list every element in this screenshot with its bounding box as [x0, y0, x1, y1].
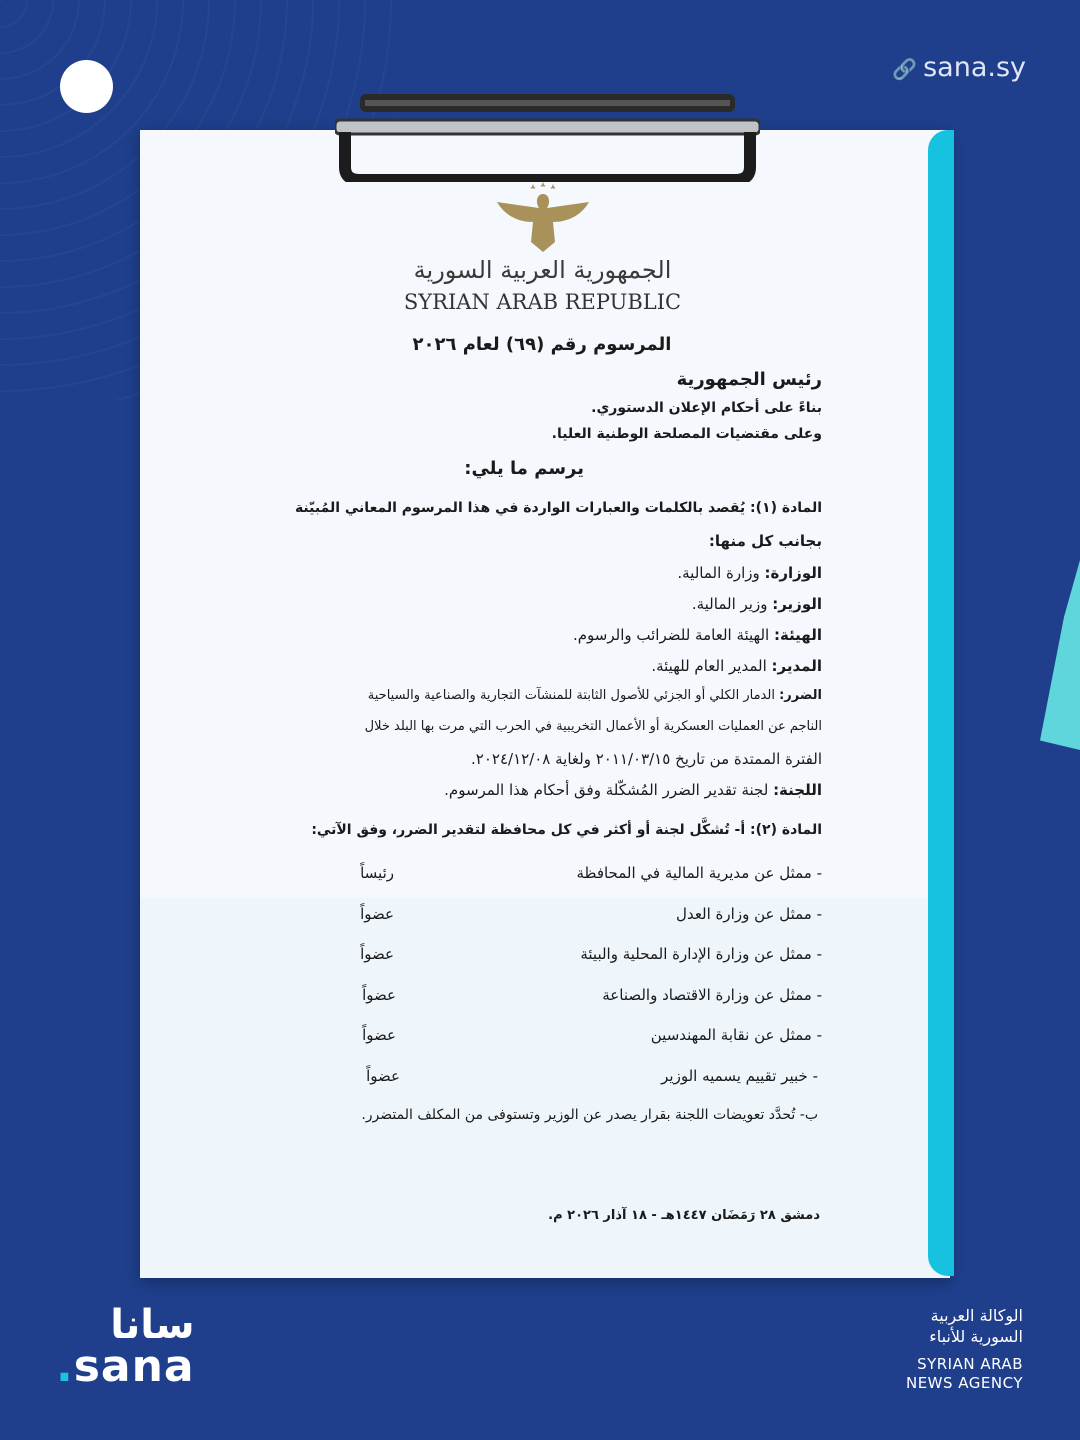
- logo-arabic: سانا: [110, 1302, 195, 1348]
- definition-row: [160, 626, 822, 645]
- decorative-dot: [60, 60, 113, 113]
- member-role: رئيساً: [360, 864, 394, 882]
- syrian-eagle-emblem: [497, 182, 589, 254]
- member-role: عضواً: [360, 945, 394, 963]
- member-role: عضواً: [360, 905, 394, 923]
- definition-text: الهيئة العامة للضرائب والرسوم.: [573, 626, 774, 644]
- site-link[interactable]: [892, 52, 1026, 83]
- definition-term: الوزارة:: [764, 564, 822, 582]
- definition-row: [160, 750, 822, 769]
- definition-text: المدير العام للهيئة.: [651, 657, 772, 675]
- date-line: دمشق ٢٨ رَمَضَان ١٤٤٧هـ - ١٨ آذار ٢٠٢٦ م.: [548, 1208, 820, 1223]
- definition-row: [160, 564, 822, 583]
- member-name: - ممثل عن وزارة العدل: [676, 905, 822, 923]
- definition-text: وزارة المالية.: [677, 564, 765, 582]
- agency-ar-line: السورية للأنباء: [929, 1327, 1023, 1346]
- issuer: رئيس الجمهورية: [676, 369, 822, 390]
- sana-logo: [56, 1302, 195, 1392]
- definition-term: الهيئة:: [773, 626, 822, 644]
- definition-text: الناجم عن العمليات العسكرية أو الأعمال التخريبية في الحرب التي مرت بها البلد خلال: [364, 719, 822, 734]
- definition-term: المدير:: [771, 657, 822, 675]
- logo-english-text: sana: [73, 1341, 195, 1392]
- definition-term: الضرر:: [779, 688, 822, 703]
- definition-term: الوزير:: [772, 595, 822, 613]
- definition-row: [160, 657, 822, 676]
- article1-heading-cont: بجانب كل منها:: [708, 532, 822, 550]
- member-role: عضواً: [362, 1026, 396, 1044]
- definition-row: [160, 595, 822, 614]
- definition-text: الدمار الكلي أو الجزئي للأصول الثابتة للمنشآت التجارية والصناعية والسياحية: [367, 688, 780, 703]
- definition-text: لجنة تقدير الضرر المُشكّلة وفق أحكام هذا المرسوم.: [444, 781, 774, 799]
- article2-heading: المادة (٢): أ- تُشكَّل لجنة أو أكثر في كل محافظة لتقدير الضرر، وفق الآتي:: [311, 822, 822, 838]
- agency-ar-line: الوكالة العربية: [930, 1306, 1023, 1325]
- member-name: - ممثل عن وزارة الاقتصاد والصناعة: [602, 986, 822, 1004]
- country-name-english: SYRIAN ARAB REPUBLIC: [403, 290, 682, 314]
- member-name: - ممثل عن وزارة الإدارة المحلية والبيئة: [580, 945, 822, 963]
- definition-row: [160, 688, 822, 704]
- member-name: - ممثل عن نقابة المهندسين: [650, 1026, 822, 1044]
- agency-name: [906, 1305, 1023, 1393]
- member-name: - ممثل عن مديرية المالية في المحافظة: [576, 864, 822, 882]
- member-role: عضواً: [362, 986, 396, 1004]
- site-link-text: sana.sy: [923, 52, 1026, 83]
- definition-row: [160, 781, 822, 800]
- agency-en-line: NEWS AGENCY: [905, 1374, 1023, 1392]
- decorative-shard: [1040, 560, 1080, 750]
- article1-heading: المادة (١): يُقصد بالكلمات والعبارات الواردة في هذا المرسوم المعاني المُبيّنة: [294, 500, 822, 516]
- link-icon: 🔗: [892, 57, 918, 81]
- definition-row: [160, 719, 822, 735]
- agency-en-line: SYRIAN ARAB: [917, 1355, 1023, 1373]
- preamble-line: وعلى مقتضيات المصلحة الوطنية العليا.: [551, 426, 822, 442]
- decree-title: المرسوم رقم (٦٩) لعام ٢٠٢٦: [412, 334, 672, 355]
- decrees-label: يرسم ما يلي:: [464, 458, 584, 479]
- definition-text: وزير المالية.: [691, 595, 773, 613]
- definition-term: اللجنة:: [773, 781, 822, 799]
- preamble-line: بناءً على أحكام الإعلان الدستوري.: [591, 400, 822, 416]
- member-role: عضواً: [366, 1067, 400, 1085]
- definition-text: الفترة الممتدة من تاريخ ٢٠١١/٠٣/١٥ ولغاية ٢٠٢٤/١٢/٠٨.: [471, 750, 822, 768]
- clipboard-clip-icon: [335, 92, 760, 182]
- logo-english: .sana: [56, 1341, 195, 1392]
- member-name: - خبير تقييم يسميه الوزير: [661, 1067, 818, 1085]
- country-name-arabic: الجمهورية العربية السورية: [413, 256, 672, 284]
- clause-b: ب- تُحدَّد تعويضات اللجنة بقرار يصدر عن الوزير وتستوفى من المكلف المتضرر.: [361, 1107, 818, 1123]
